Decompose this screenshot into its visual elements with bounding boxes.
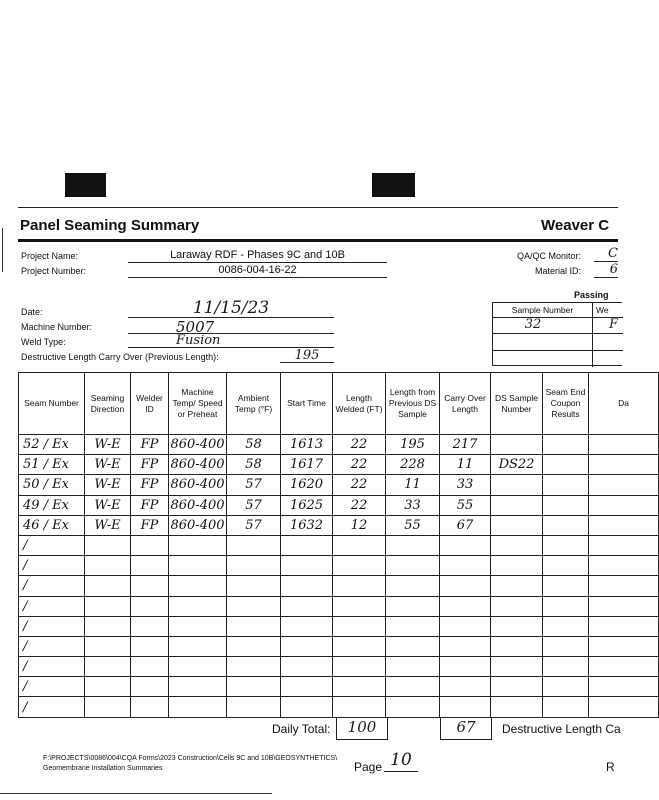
destructive-length-label: Destructive Length Ca	[502, 722, 621, 736]
table-cell	[386, 596, 440, 616]
top-rule	[18, 207, 618, 208]
table-cell	[589, 636, 659, 656]
table-cell	[543, 697, 589, 717]
left-edge-mark	[2, 228, 3, 272]
table-cell	[85, 535, 131, 555]
table-cell: W-E	[85, 475, 131, 495]
table-cell	[131, 535, 169, 555]
table-cell: /	[19, 556, 85, 576]
table-cell	[131, 677, 169, 697]
col-header: Machine Temp/ Speed or Preheat	[169, 373, 227, 435]
table-cell: 57	[227, 495, 281, 515]
table-cell: 46 / Ex	[19, 515, 85, 535]
table-cell	[333, 535, 386, 555]
table-cell	[589, 697, 659, 717]
table-cell: FP	[131, 435, 169, 455]
table-cell: 57	[227, 515, 281, 535]
passing-box	[492, 302, 622, 366]
table-cell: W-E	[85, 515, 131, 535]
table-cell: FP	[131, 455, 169, 475]
machine-number-value: 5007	[128, 318, 334, 334]
table-cell: 1620	[281, 475, 333, 495]
table-cell: 55	[386, 515, 440, 535]
table-cell	[386, 616, 440, 636]
table-cell	[386, 697, 440, 717]
table-cell	[386, 657, 440, 677]
table-cell: /	[19, 677, 85, 697]
table-cell	[333, 556, 386, 576]
table-cell	[85, 616, 131, 636]
project-name-field	[128, 249, 387, 263]
title-rule	[18, 239, 618, 242]
table-cell	[440, 556, 491, 576]
col-header: DS Sample Number	[491, 373, 543, 435]
project-name-label: Project Name:	[21, 251, 79, 261]
table-cell	[543, 657, 589, 677]
col-header: Length Welded (FT)	[333, 373, 386, 435]
table-cell: FP	[131, 475, 169, 495]
table-cell: 11	[440, 455, 491, 475]
redaction-box-left	[65, 173, 106, 197]
table-cell	[491, 576, 543, 596]
table-cell	[491, 677, 543, 697]
table-cell	[543, 515, 589, 535]
table-cell	[85, 677, 131, 697]
table-cell	[589, 657, 659, 677]
table-cell: 55	[440, 495, 491, 515]
table-cell	[440, 657, 491, 677]
daily-total-value: 100	[336, 718, 388, 740]
table-row	[19, 657, 659, 677]
table-cell	[85, 556, 131, 576]
table-cell: 58	[227, 455, 281, 475]
table-cell	[491, 657, 543, 677]
table-cell: /	[19, 636, 85, 656]
table-cell	[85, 697, 131, 717]
table-row	[19, 535, 659, 555]
table-cell	[169, 657, 227, 677]
table-cell	[440, 697, 491, 717]
form-title: Panel Seaming Summary	[20, 217, 200, 234]
table-cell: 22	[333, 435, 386, 455]
table-cell	[491, 556, 543, 576]
table-cell	[131, 697, 169, 717]
table-cell	[543, 535, 589, 555]
table-cell: FP	[131, 495, 169, 515]
table-cell: 50 / Ex	[19, 475, 85, 495]
table-cell: 217	[440, 435, 491, 455]
table-cell	[333, 616, 386, 636]
table-cell	[543, 435, 589, 455]
col-header: Ambient Temp (°F)	[227, 373, 281, 435]
col-header: Welder ID	[131, 373, 169, 435]
table-cell	[491, 515, 543, 535]
table-cell: 51 / Ex	[19, 455, 85, 475]
table-cell	[440, 576, 491, 596]
seaming-table	[18, 372, 659, 718]
table-cell	[333, 576, 386, 596]
date-label: Date:	[21, 307, 43, 317]
table-cell: 1632	[281, 515, 333, 535]
table-cell: 1617	[281, 455, 333, 475]
table-cell	[131, 576, 169, 596]
table-cell	[281, 535, 333, 555]
table-cell: 11	[386, 475, 440, 495]
table-cell	[131, 596, 169, 616]
table-cell: DS22	[491, 455, 543, 475]
table-cell	[543, 455, 589, 475]
table-cell: 33	[386, 495, 440, 515]
col-header: Start Time	[281, 373, 333, 435]
table-row	[19, 576, 659, 596]
project-number-value: 0086-004-16-22	[218, 264, 297, 276]
passing-row-2	[493, 333, 623, 334]
table-cell: 67	[440, 515, 491, 535]
table-cell	[589, 556, 659, 576]
table-cell: 228	[386, 455, 440, 475]
table-cell	[589, 495, 659, 515]
table-cell	[589, 455, 659, 475]
table-cell	[227, 535, 281, 555]
table-cell: /	[19, 697, 85, 717]
table-cell: 195	[386, 435, 440, 455]
table-cell	[589, 677, 659, 697]
table-cell	[227, 697, 281, 717]
table-cell: 12	[333, 515, 386, 535]
table-cell	[386, 556, 440, 576]
table-row	[19, 475, 659, 495]
table-cell	[589, 596, 659, 616]
passing-row-3	[493, 350, 623, 351]
qaqc-monitor-value: C	[594, 246, 618, 262]
table-cell	[281, 616, 333, 636]
col-header: Da	[589, 373, 659, 435]
redaction-box-right	[372, 173, 415, 197]
table-cell	[169, 636, 227, 656]
table-cell	[491, 435, 543, 455]
table-cell	[131, 556, 169, 576]
table-cell	[227, 657, 281, 677]
carry-over-label: Destructive Length Carry Over (Previous Length):	[21, 352, 219, 362]
table-cell	[440, 636, 491, 656]
table-row	[19, 616, 659, 636]
col-header: Seaming Direction	[85, 373, 131, 435]
table-row	[19, 495, 659, 515]
table-cell	[169, 576, 227, 596]
col-header: Seam Number	[19, 373, 85, 435]
table-cell: 860-400	[169, 495, 227, 515]
table-cell: 58	[227, 435, 281, 455]
table-row	[19, 677, 659, 697]
table-cell	[169, 556, 227, 576]
table-cell: 860-400	[169, 515, 227, 535]
table-cell	[85, 596, 131, 616]
table-row	[19, 596, 659, 616]
company-name: Weaver C	[541, 217, 610, 234]
table-body	[19, 435, 659, 718]
page-number: 10	[384, 750, 418, 772]
table-cell	[333, 677, 386, 697]
table-cell	[227, 616, 281, 636]
bottom-rule	[0, 793, 272, 794]
table-cell	[543, 677, 589, 697]
table-cell	[333, 657, 386, 677]
table-cell	[491, 616, 543, 636]
table-cell	[227, 596, 281, 616]
table-cell: /	[19, 596, 85, 616]
project-name-value: Laraway RDF - Phases 9C and 10B	[170, 249, 345, 261]
table-cell	[85, 636, 131, 656]
table-cell	[589, 576, 659, 596]
table-cell	[169, 697, 227, 717]
table-cell: W-E	[85, 435, 131, 455]
table-cell	[85, 657, 131, 677]
table-cell	[333, 697, 386, 717]
weld-value: F	[609, 317, 619, 332]
table-cell: 1613	[281, 435, 333, 455]
table-cell	[440, 677, 491, 697]
table-cell	[333, 636, 386, 656]
table-cell: /	[19, 576, 85, 596]
table-cell: /	[19, 535, 85, 555]
table-cell: 52 / Ex	[19, 435, 85, 455]
table-cell: /	[19, 616, 85, 636]
table-cell	[386, 636, 440, 656]
table-cell	[227, 636, 281, 656]
table-row	[19, 697, 659, 717]
passing-col-divider	[592, 303, 593, 367]
table-cell	[281, 677, 333, 697]
table-header-row	[19, 373, 659, 435]
table-row	[19, 435, 659, 455]
table-cell	[281, 657, 333, 677]
project-number-field	[128, 264, 387, 278]
table-cell: 860-400	[169, 435, 227, 455]
table-cell	[85, 576, 131, 596]
col-header: Carry Over Length	[440, 373, 491, 435]
table-cell	[440, 616, 491, 636]
table-row	[19, 455, 659, 475]
table-cell	[543, 576, 589, 596]
table-cell: /	[19, 657, 85, 677]
table-cell	[589, 515, 659, 535]
table-cell	[131, 616, 169, 636]
table-row	[19, 636, 659, 656]
table-cell	[491, 475, 543, 495]
table-cell	[589, 616, 659, 636]
table-cell: 860-400	[169, 475, 227, 495]
sample-number-header: Sample Number	[511, 305, 574, 315]
machine-number-label: Machine Number:	[21, 322, 93, 332]
table-cell: W-E	[85, 495, 131, 515]
table-cell	[281, 576, 333, 596]
table-cell	[169, 677, 227, 697]
material-id-label: Material ID:	[535, 266, 582, 276]
table-cell: 1625	[281, 495, 333, 515]
table-cell: 22	[333, 495, 386, 515]
table-row	[19, 515, 659, 535]
table-cell	[131, 636, 169, 656]
table-cell: 22	[333, 475, 386, 495]
material-id-value: 6	[594, 262, 618, 278]
col-header: Seam End Coupon Results	[543, 373, 589, 435]
weld-type-value: Fusion	[128, 333, 334, 348]
table-cell	[589, 535, 659, 555]
table-cell	[589, 475, 659, 495]
table-cell	[169, 535, 227, 555]
table-cell	[491, 697, 543, 717]
table-cell: 49 / Ex	[19, 495, 85, 515]
table-cell	[281, 636, 333, 656]
table-cell	[169, 596, 227, 616]
table-cell	[386, 677, 440, 697]
table-cell	[169, 616, 227, 636]
table-cell	[227, 677, 281, 697]
table-cell	[543, 636, 589, 656]
daily-total-label: Daily Total:	[272, 722, 331, 736]
table-cell	[440, 535, 491, 555]
table-cell	[131, 657, 169, 677]
table-cell	[227, 556, 281, 576]
project-number-label: Project Number:	[21, 266, 87, 276]
date-value: 11/15/23	[128, 298, 334, 318]
table-cell: 860-400	[169, 455, 227, 475]
table-cell	[386, 535, 440, 555]
file-path-line-2: Geomembrane Installation Summaries	[43, 765, 163, 772]
sample-number-value: 32	[524, 317, 542, 332]
col-header: Length from Previous DS Sample	[386, 373, 440, 435]
table-cell	[333, 596, 386, 616]
table-cell: 57	[227, 475, 281, 495]
table-cell	[491, 535, 543, 555]
passing-label: Passing	[574, 290, 609, 300]
table-cell	[543, 596, 589, 616]
table-cell: FP	[131, 515, 169, 535]
table-cell	[227, 576, 281, 596]
carry-over-value: 195	[280, 348, 334, 363]
table-cell	[589, 435, 659, 455]
table-cell: 22	[333, 455, 386, 475]
table-cell	[491, 495, 543, 515]
carry-total-value: 67	[440, 718, 492, 740]
table-cell	[281, 596, 333, 616]
table-cell	[543, 556, 589, 576]
weld-header: We	[596, 305, 609, 315]
table-cell: 33	[440, 475, 491, 495]
table-cell	[491, 596, 543, 616]
table-cell	[543, 475, 589, 495]
table-row	[19, 556, 659, 576]
corner-letter: R	[606, 760, 615, 774]
table-cell	[386, 576, 440, 596]
page-label: Page	[354, 760, 383, 774]
weld-type-label: Weld Type:	[21, 337, 66, 347]
table-cell	[281, 697, 333, 717]
table-cell: W-E	[85, 455, 131, 475]
table-cell	[491, 636, 543, 656]
file-path-line-1: F:\PROJECTS\0086\004\CQA Forms\2023 Construction\Cells 9C and 10B\GEOSYNTHETICS\	[43, 755, 338, 762]
table-cell	[543, 495, 589, 515]
qaqc-monitor-label: QA/QC Monitor:	[517, 251, 582, 261]
table-cell	[440, 596, 491, 616]
table-cell	[281, 556, 333, 576]
table-cell	[543, 616, 589, 636]
